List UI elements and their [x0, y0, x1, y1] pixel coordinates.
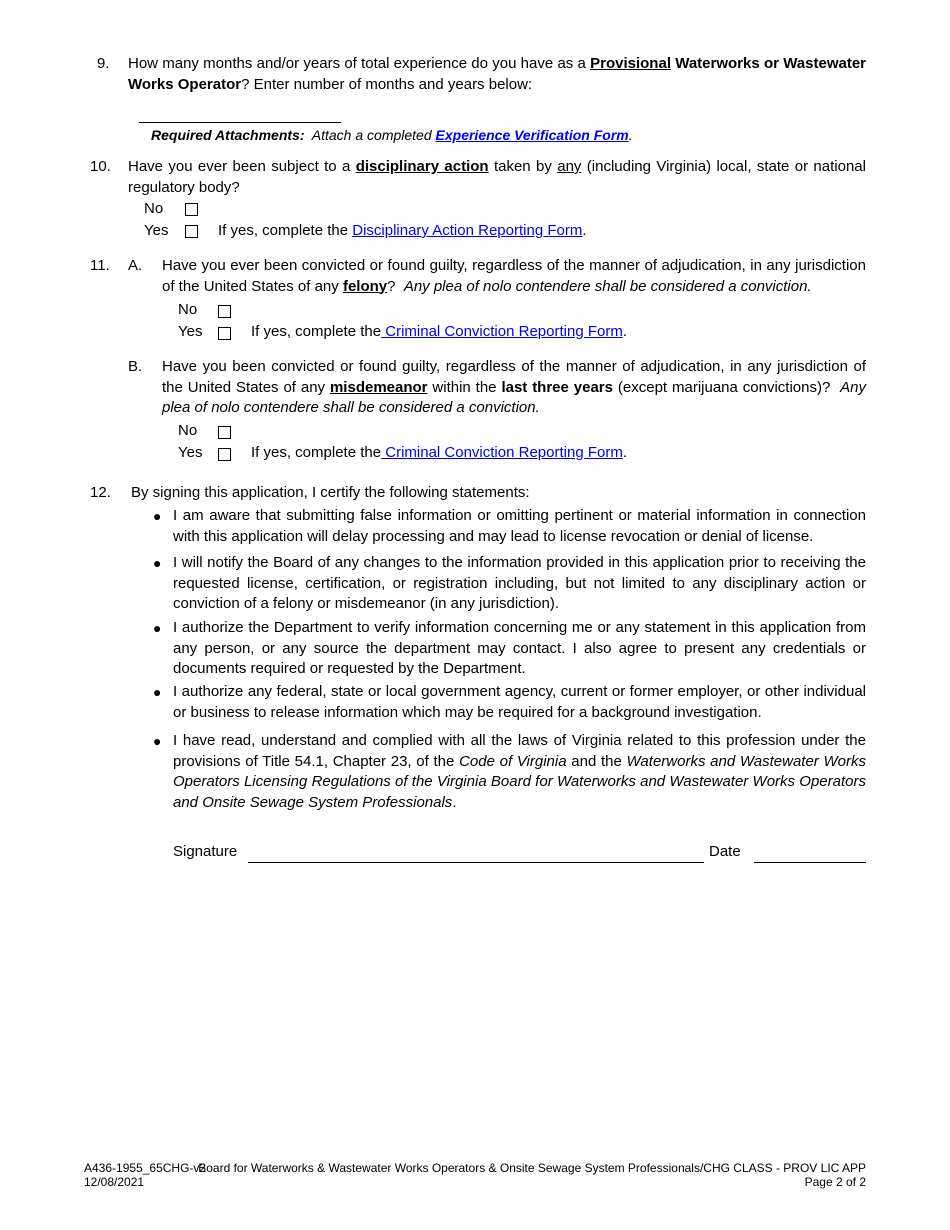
q11b-if-yes-end: . [622, 444, 627, 461]
bullet-icon: ● [153, 684, 162, 700]
q12-statement-2: I will notify the Board of any changes to the information provided in this application prior to receiving the requested license, certification, or registration including, but not limited to any disciplinary action or conviction of a felony or misdemeanor (in any jurisdiction). [173, 554, 866, 612]
bullet5-text-a: I have read, understand and complied with all the laws of Virginia related to this profession under the provisions of Title 54.1, Chapter 23, of the [173, 732, 866, 770]
q11a-text-a: Have you ever been convicted or found guilty, regardless of the manner of adjudication, in any jurisdiction of the United States of any [162, 257, 866, 295]
q11b-text-a: Have you been convicted or found guilty, regardless of the manner of adjudication, in any jurisdiction of the United States of any [162, 358, 866, 396]
q11b-if-yes-text: If yes, complete the [251, 444, 382, 461]
q11-number: 11. [90, 257, 110, 274]
bullet5-regulations: Waterworks and Wastewater Works Operators Licensing Regulations of the Virginia Board for Waterworks and Wastewater Works Operators and Onsite Sewage System Professionals [173, 752, 866, 811]
q10-no-label: No [144, 200, 164, 217]
attachments-text: Attach a completed [304, 127, 436, 143]
q11b-criminal-conviction-reporting-form-link[interactable]: Criminal Conviction Reporting Form [381, 444, 623, 461]
q10-no-checkbox[interactable] [185, 203, 198, 216]
q11a-criminal-conviction-reporting-form-link[interactable]: Criminal Conviction Reporting Form [381, 323, 623, 340]
footer-board: Board for Waterworks & Wastewater Works Operators & Onsite Sewage System Professionals/CHG CLASS - PROV LIC APP [198, 1161, 866, 1175]
q10-number: 10. [90, 158, 111, 175]
q10-yes-label: Yes [144, 222, 169, 239]
date-label: Date [709, 843, 741, 860]
q10-question [128, 157, 866, 198]
experience-verification-form-link[interactable]: Experience Verification Form [435, 127, 629, 143]
bullet5-text-b: and the [566, 752, 627, 770]
q11a-if-yes-text: If yes, complete the [251, 323, 382, 340]
q11a-text-b: ? [387, 277, 404, 295]
q11b-misdemeanor: misdemeanor [329, 378, 428, 396]
q11a-if-yes-end: . [622, 323, 627, 340]
q11a-yes-label: Yes [178, 323, 203, 340]
q11a-if-yes [251, 322, 627, 342]
q11b-question [162, 357, 866, 419]
q10-text-a: Have you ever been subject to a [128, 158, 356, 175]
q10-any: any [557, 158, 582, 175]
q9-text-a: How many months and/or years of total experience do you have as a [128, 55, 591, 72]
q9-required-attachments [151, 126, 633, 144]
q11a-yes-checkbox[interactable] [218, 327, 231, 340]
q12-statement-4: I authorize any federal, state or local government agency, current or former employer, or other individual or business to release information which may be required for a background investigation. [173, 683, 866, 721]
q11b-text-b: within the [427, 378, 502, 396]
q12-statement-1: I am aware that submitting false information or omitting pertinent or material information in connection with this application will delay processing and may lead to license revocation or denial of license. [173, 507, 866, 545]
q11b-letter: B. [128, 358, 143, 375]
q9-provisional: Provisional [590, 55, 671, 72]
q11b-no-label: No [178, 422, 198, 439]
q12-number: 12. [90, 484, 111, 501]
q10-if-yes [218, 221, 587, 241]
q9-bold-phrase: Waterworks or Wastewater Works Operator [128, 55, 867, 93]
q12-statement-3: I authorize the Department to verify information concerning me or any statement in this application from any person, or any source the department may contact. I also agree to present any credentials or documents required or requested by the Department. [173, 619, 866, 677]
bullet-icon: ● [153, 555, 162, 571]
q11b-text-c: (except marijuana convictions)? [612, 378, 841, 396]
q11a-felony: felony [342, 277, 388, 295]
q9-question [128, 54, 866, 95]
footer-form-date: 12/08/2021 [84, 1175, 145, 1189]
bullet5-end: . [452, 793, 457, 811]
q11a-letter: A. [128, 257, 143, 274]
q10-yes-checkbox[interactable] [185, 225, 198, 238]
footer-form-code: A436-1955_65CHG-v2 [84, 1161, 207, 1175]
disciplinary-action-reporting-form-link[interactable]: Disciplinary Action Reporting Form [352, 222, 583, 239]
q11b-if-yes [251, 443, 627, 463]
signature-field[interactable] [248, 862, 704, 863]
q10-if-yes-text: If yes, complete the [218, 222, 353, 239]
q11a-question [162, 256, 866, 297]
q10-disciplinary: disciplinary action [355, 158, 489, 175]
q11b-yes-label: Yes [178, 444, 203, 461]
q11a-no-label: No [178, 301, 198, 318]
signature-label: Signature [173, 843, 238, 860]
q12-statement-5 [173, 731, 866, 813]
attachments-label: Required Attachments: [151, 127, 305, 143]
q11a-no-checkbox[interactable] [218, 305, 231, 318]
q11b-no-checkbox[interactable] [218, 426, 231, 439]
bullet-icon: ● [153, 733, 162, 749]
footer-page-number: Page 2 of 2 [804, 1175, 866, 1189]
q10-text-c: (including Virginia) local, state or national regulatory body? [128, 158, 866, 196]
q11b-yes-checkbox[interactable] [218, 448, 231, 461]
q11a-nolo: Any plea of nolo contendere shall be considered a conviction. [403, 277, 812, 295]
q11b-last-three-years: last three years [501, 378, 613, 396]
attachments-end: . [628, 127, 633, 143]
bullet5-code-of-virginia: Code of Virginia [459, 752, 567, 770]
q10-text-b: taken by [488, 158, 558, 175]
bullet-icon: ● [153, 620, 162, 636]
q9-experience-input-line[interactable] [139, 122, 341, 123]
q12-intro: By signing this application, I certify the following statements: [131, 484, 530, 501]
q9-number: 9. [97, 55, 110, 72]
q11b-nolo: Any plea of nolo contendere shall be considered a conviction. [162, 378, 866, 416]
q10-if-yes-end: . [582, 222, 587, 239]
date-field[interactable] [754, 862, 866, 863]
q9-text-b: ? Enter number of months and years below: [241, 75, 533, 93]
bullet-icon: ● [153, 508, 162, 524]
